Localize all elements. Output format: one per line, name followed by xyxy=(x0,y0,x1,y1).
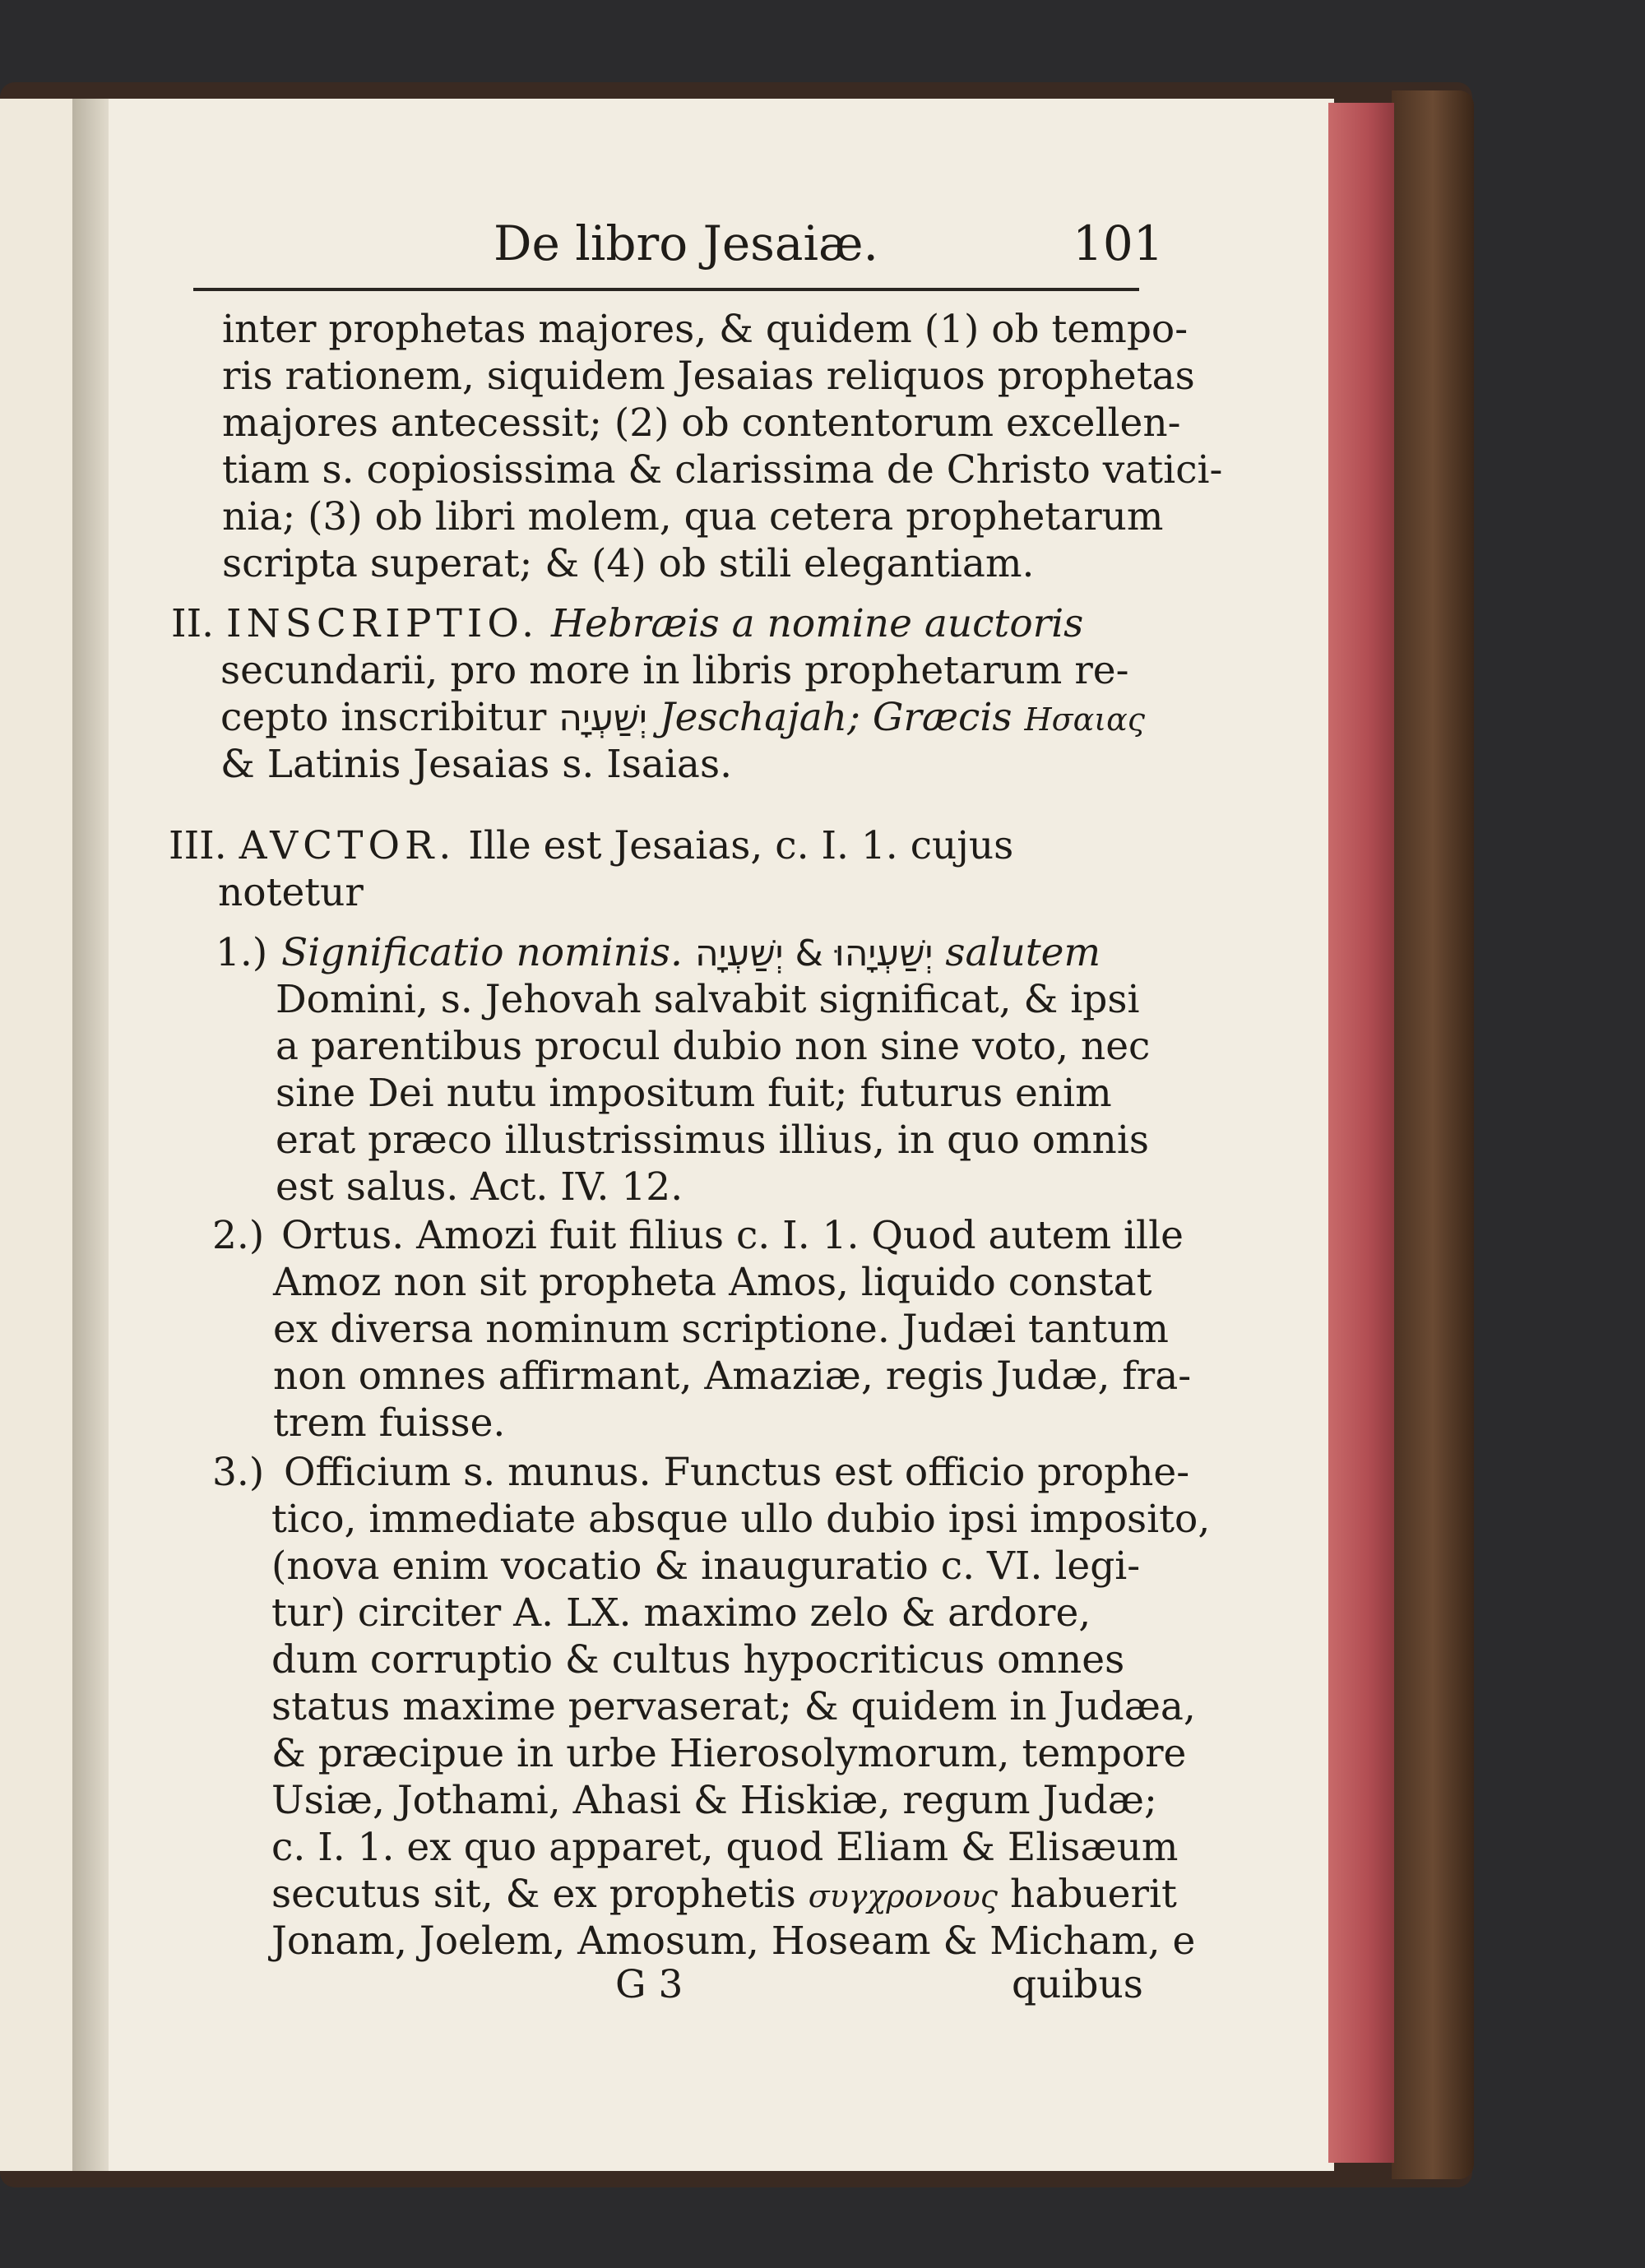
text-line: majores antecessit; (2) ob contentorum excellen- xyxy=(222,400,1181,446)
text-line: inter prophetas majores, & quidem (1) ob tempo- xyxy=(222,307,1189,352)
item-number: 3.) xyxy=(212,1450,265,1495)
text-line: secundarii, pro more in libris prophetarum re- xyxy=(220,648,1129,693)
signature-mark: G 3 xyxy=(615,1962,683,2007)
text-line: notetur xyxy=(218,870,364,915)
section-heading xyxy=(171,600,1083,647)
text-line-greek: secutus sit, & ex prophetis συγχρονους habuerit xyxy=(271,1872,1177,1917)
red-page-edges xyxy=(1328,103,1394,2163)
text-line: Jonam, Joelem, Amosum, Hoseam & Micham, e xyxy=(271,1919,1196,1964)
text-line: nia; (3) ob libri molem, qua cetera prophetarum xyxy=(222,494,1164,539)
text-line: Ille est Jesaias, c. I. 1. cujus xyxy=(468,823,1014,868)
text-line: Officium s. munus. Functus est officio prophe- xyxy=(284,1450,1190,1495)
text-line: Ortus. Amozi fuit filius c. I. 1. Quod autem ille xyxy=(281,1213,1184,1258)
text-line: & præcipue in urbe Hierosolymorum, tempore xyxy=(271,1731,1187,1776)
hebrew-word: יְשַׁעְיָה xyxy=(558,697,647,739)
page-gutter xyxy=(72,99,114,2171)
text-line: tur) circiter A. LX. maximo zelo & ardore, xyxy=(271,1590,1091,1636)
text-line: Usiæ, Jothami, Ahasi & Hiskiæ, regum Judæ; xyxy=(271,1778,1157,1823)
text-line-hebrew: cepto inscribitur יְשַׁעְיָה Jeschajah; Græcis Ησαιας xyxy=(220,695,1146,740)
section-title: INSCRIPTIO. xyxy=(226,601,540,646)
text-line: status maxime pervaserat; & quidem in Judæa, xyxy=(271,1684,1196,1729)
greek-word: συγχρονους xyxy=(808,1878,999,1914)
text-line: non omnes affirmant, Amaziæ, regis Judæ, fra- xyxy=(273,1354,1192,1399)
text-line: trem fuisse. xyxy=(273,1400,506,1446)
text-line-hebrew: Significatio nominis. יְשַׁעְיָהוּ & יְשַׁעְיָה salutem xyxy=(281,930,1101,975)
item-number: 1.) xyxy=(215,930,268,975)
section-number: III. xyxy=(169,823,227,868)
book-spine xyxy=(1392,90,1474,2179)
text-line: Domini, s. Jehovah salvabit significat, & ipsi xyxy=(276,977,1140,1022)
section-heading xyxy=(169,822,1013,869)
text-line: erat præco illustrissimus illius, in quo omnis xyxy=(276,1118,1149,1163)
text-line: scripta superat; & (4) ob stili elegantiam. xyxy=(222,541,1035,586)
previous-page-edge xyxy=(0,99,76,2171)
text-line: & Latinis Jesaias s. Isaias. xyxy=(220,742,733,787)
text-line: tico, immediate absque ullo dubio ipsi imposito, xyxy=(271,1497,1211,1542)
text-line: (nova enim vocatio & inauguratio c. VI. legi- xyxy=(271,1544,1141,1589)
page-number: 101 xyxy=(1073,215,1164,271)
text-line: a parentibus procul dubio non sine voto, nec xyxy=(276,1024,1151,1069)
item-number: 2.) xyxy=(212,1213,265,1258)
text-line: ris rationem, siquidem Jesaias reliquos prophetas xyxy=(222,354,1195,399)
greek-word: Ησαιας xyxy=(1024,701,1146,738)
text-line: sine Dei nutu impositum fuit; futurus enim xyxy=(276,1071,1112,1116)
hebrew-word: יְשַׁעְיָהוּ & יְשַׁעְיָה xyxy=(694,933,934,974)
text-line: c. I. 1. ex quo apparet, quod Eliam & Elisæum xyxy=(271,1825,1179,1870)
section-number: II. xyxy=(171,601,215,646)
text-line: ex diversa nominum scriptione. Judæi tantum xyxy=(273,1307,1169,1352)
text-line: tiam s. copiosissima & clarissima de Christo vatici- xyxy=(222,447,1223,493)
text-line: dum corruptio & cultus hypocriticus omnes xyxy=(271,1637,1125,1682)
section-title: AVCTOR. xyxy=(239,823,456,868)
running-head: De libro Jesaiæ. xyxy=(494,215,878,271)
catchword: quibus xyxy=(1012,1962,1143,2007)
text-line: est salus. Act. IV. 12. xyxy=(276,1164,683,1210)
header-rule xyxy=(193,288,1139,291)
text-line: Amoz non sit propheta Amos, liquido constat xyxy=(273,1260,1152,1305)
text-line: Hebræis a nomine auctoris xyxy=(551,601,1084,646)
